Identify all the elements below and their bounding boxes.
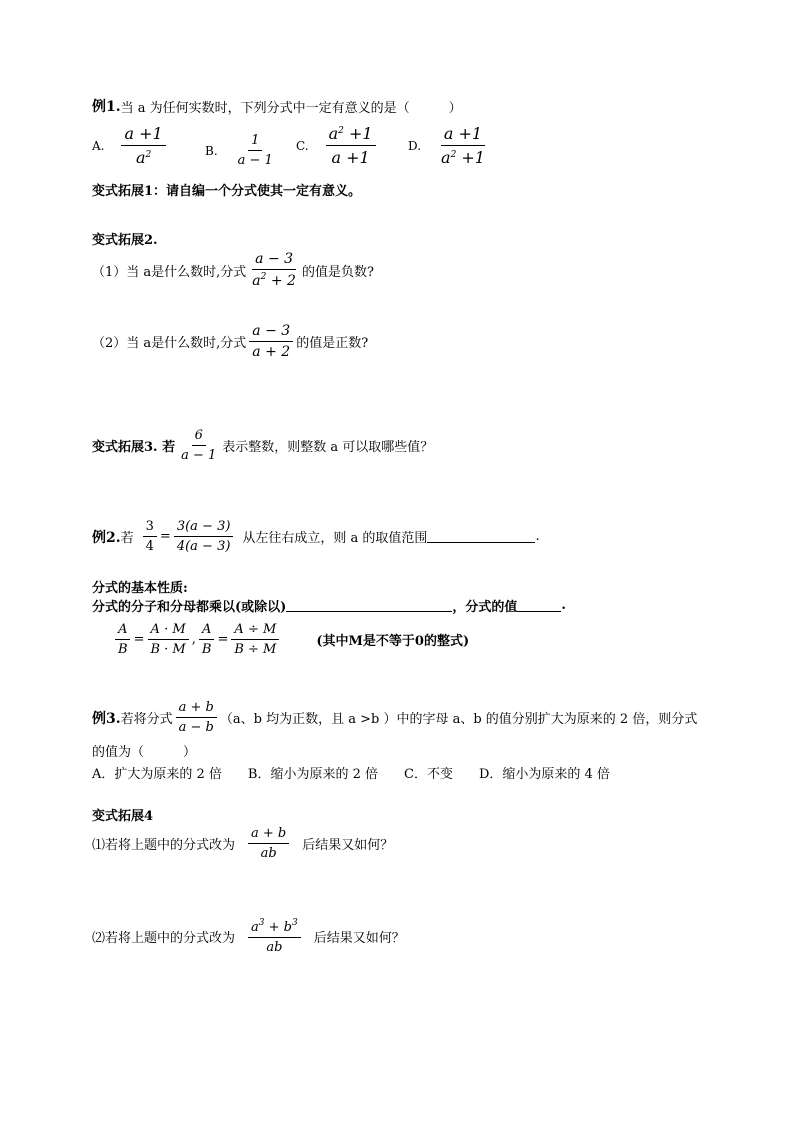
formula-1-right: $\frac{A \cdot M}{B \cdot M}$: [147, 622, 188, 657]
option-b-denominator: a − 1: [237, 153, 273, 168]
option-b: [205, 133, 279, 168]
option-a-denominator: $a^2$: [135, 148, 152, 167]
variation-3-denominator: a − 1: [181, 448, 217, 463]
formula-2-right: $\frac{A \div M}{B \div M}$: [231, 622, 279, 657]
variation-4-question-1: [92, 826, 393, 861]
example-3-denominator: a − b: [178, 720, 214, 735]
variation-4-q1-suffix: 后结果又如何？: [302, 838, 394, 853]
formula-2-left: $\frac{A}{B}$: [199, 622, 215, 657]
variation-2-q2-denominator: a + 2: [252, 344, 291, 360]
option-a: [92, 124, 169, 167]
variation-4-q1-prefix: ⑴若将上题中的分式改为: [92, 838, 236, 853]
example-3-line-2: 的值为（ ）: [92, 745, 197, 760]
example-2-left-numerator: 3: [143, 519, 157, 537]
example-3-numerator: a + b: [176, 700, 217, 718]
variation-4-q1-fraction: [248, 826, 289, 861]
variation-4-q2-denominator: ab: [266, 940, 283, 955]
example-3-label: 例3.: [92, 710, 121, 727]
property-blank-2[interactable]: [517, 599, 561, 612]
example-3-suffix: （a、b 均为正数，且 a >b ）中的字母 a、b 的值分别扩大为原来的 2 倍，则分式: [219, 712, 698, 727]
example-2-right-numerator: 3(a − 3): [174, 519, 234, 537]
property-statement-end: .: [561, 598, 566, 613]
example-1-label: 例1.: [92, 99, 121, 115]
example-2-end: .: [535, 529, 540, 544]
property-statement: [92, 596, 566, 615]
example-2-prefix: 若: [120, 531, 134, 546]
formula-1-left: $\frac{A}{B}$: [115, 622, 131, 657]
example-2-label: 例2.: [92, 529, 121, 546]
example-2-right-fraction: [174, 519, 234, 554]
property-blank-1[interactable]: [286, 599, 452, 612]
example-2: [92, 519, 540, 554]
example-1: [92, 96, 462, 116]
option-d-letter: D.: [408, 138, 422, 153]
variation-4-q2-prefix: ⑵若将上题中的分式改为: [92, 931, 236, 946]
variation-3-prefix: 变式拓展3. 若: [92, 440, 176, 455]
variation-2-question-1: [92, 251, 374, 289]
option-b-letter: B.: [205, 143, 218, 158]
variation-4-q1-denominator: ab: [260, 846, 277, 861]
property-statement-mid: ，分式的值: [452, 600, 518, 615]
property-statement-text: 分式的分子和分母都乘以(或除以): [92, 600, 287, 615]
option-d-fraction: [438, 124, 488, 167]
option-b-numerator: 1: [248, 133, 262, 151]
formula-separator: ,: [191, 632, 196, 647]
option-d: [408, 124, 491, 167]
option-d-denominator: $a^2 +1$: [441, 148, 485, 167]
example-2-right-denominator: 4(a − 3): [176, 539, 231, 554]
option-c-denominator: a +1: [331, 148, 370, 167]
option-b-fraction: [235, 133, 276, 168]
option-a-letter: A.: [92, 138, 105, 153]
example-1-question: 当 a 为任何实数时，下列分式中一定有意义的是（ ）: [120, 100, 462, 116]
example-3-prefix: 若将分式: [120, 712, 173, 727]
formula-2-equals: =: [217, 632, 229, 647]
variation-2-q2-numerator: a − 3: [249, 323, 293, 342]
option-a-numerator: a +1: [121, 124, 165, 146]
variation-4-title: 变式拓展4: [92, 809, 154, 824]
example-3-options: A．扩大为原来的 2 倍 B．缩小为原来的 2 倍 C．不变 D．缩小为原来的 4 倍: [92, 767, 610, 782]
example-3-fraction: [176, 700, 217, 735]
variation-3-numerator: 6: [192, 428, 206, 446]
variation-2-q1-fraction: [249, 251, 299, 289]
option-c-letter: C.: [296, 138, 309, 153]
variation-2-q2-fraction: [249, 323, 293, 360]
variation-2-q1-denominator: $a^2 + 2$: [252, 272, 296, 289]
example-2-equals: =: [159, 529, 171, 544]
variation-2-q1-prefix: （1）当 a是什么数时,分式: [92, 264, 247, 280]
example-2-left-denominator: 4: [145, 539, 154, 554]
option-c: [296, 124, 379, 167]
example-2-answer-blank[interactable]: [427, 530, 535, 543]
variation-3-fraction: [178, 428, 219, 463]
option-c-numerator: $a^2 +1$: [326, 124, 376, 146]
variation-2-q1-numerator: a − 3: [252, 251, 296, 270]
variation-4-question-2: [92, 918, 405, 955]
example-2-left-fraction: [143, 519, 157, 554]
property-formula: [112, 622, 469, 657]
example-2-suffix: 从左往右成立，则 a 的取值范围: [242, 531, 428, 546]
option-d-numerator: a +1: [441, 124, 485, 146]
variation-3: [92, 428, 433, 463]
variation-2-title: 变式拓展2.: [92, 233, 158, 248]
variation-2-q2-prefix: （2）当 a是什么数时,分式: [92, 336, 247, 351]
variation-2-question-2: [92, 323, 368, 360]
variation-2-q2-suffix: 的值是正数?: [296, 336, 369, 351]
variation-4-q1-numerator: a + b: [248, 826, 289, 844]
variation-2-q1-suffix: 的值是负数?: [301, 264, 374, 280]
property-title: 分式的基本性质:: [92, 581, 188, 596]
variation-4-q2-suffix: 后结果又如何？: [313, 931, 405, 946]
variation-1: 变式拓展1：请自编一个分式使其一定有意义。: [92, 184, 362, 199]
property-note: (其中M是不等于0的整式): [316, 634, 470, 649]
option-c-fraction: [326, 124, 376, 167]
variation-3-suffix: 表示整数，则整数 a 可以取哪些值？: [222, 440, 434, 455]
variation-4-q2-numerator: $a^3 + b^3$: [248, 918, 301, 938]
option-a-fraction: [121, 124, 165, 167]
variation-4-q2-fraction: [248, 918, 301, 955]
formula-1-equals: =: [133, 632, 145, 647]
example-3: [92, 700, 697, 735]
